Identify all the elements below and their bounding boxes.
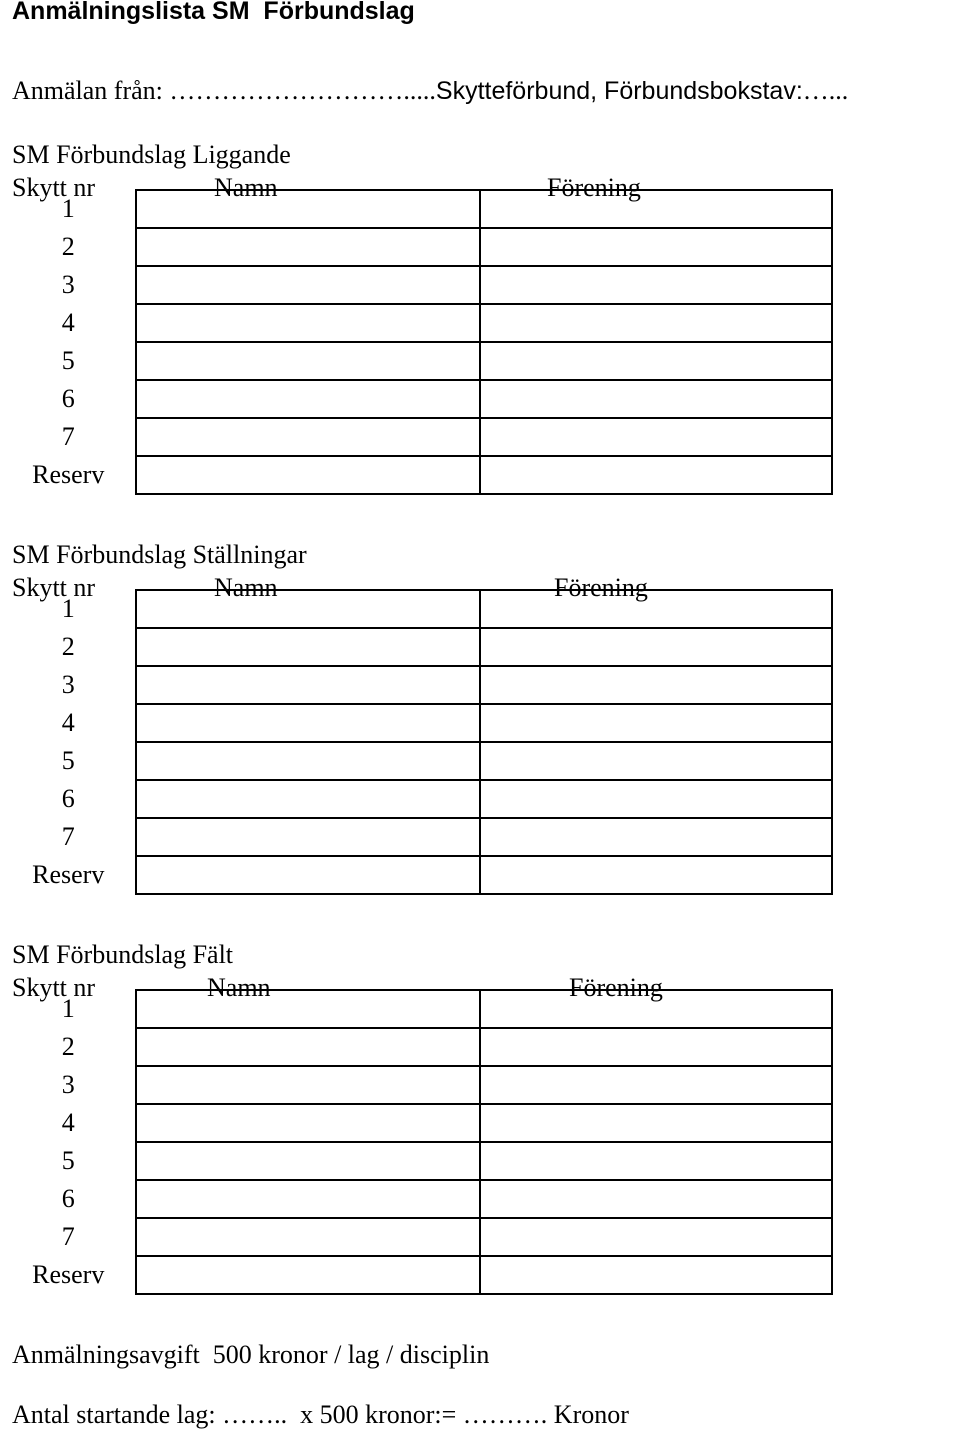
skytt-nr-cell: 7 (61, 822, 75, 851)
table-row (1, 704, 832, 742)
table-row (1, 190, 832, 228)
table-row (1, 1142, 832, 1180)
fee-text: Anmälningsavgift 500 kronor / lag / disciplin (12, 1340, 490, 1369)
skytt-nr-cell: 4 (61, 708, 75, 737)
namn-cell[interactable] (136, 456, 479, 494)
table-row (1, 228, 832, 266)
forening-cell[interactable] (480, 342, 832, 380)
table-row (1, 856, 832, 894)
table-row (1, 1256, 832, 1294)
entry-table (1, 589, 833, 895)
forening-cell[interactable] (480, 628, 832, 666)
table-row (1, 742, 832, 780)
page-title: Anmälningslista SM Förbundslag (12, 0, 415, 25)
namn-cell[interactable] (136, 856, 479, 894)
section-title: SM Förbundslag Fält (12, 940, 234, 969)
namn-cell[interactable] (136, 1218, 479, 1256)
forening-cell[interactable] (480, 780, 832, 818)
col-header-namn: Namn (207, 973, 271, 1002)
skytt-nr-cell: 1 (61, 994, 75, 1023)
team-count-line[interactable]: Antal startande lag: …….. x 500 kronor:= ………. Kronor (12, 1400, 629, 1429)
namn-cell[interactable] (136, 780, 479, 818)
forening-cell[interactable] (480, 1104, 832, 1142)
namn-cell[interactable] (136, 590, 479, 628)
forening-cell[interactable] (480, 190, 832, 228)
skytt-nr-cell: 5 (61, 1146, 75, 1175)
forening-cell[interactable] (480, 1028, 832, 1066)
table-row (1, 1218, 832, 1256)
from-label: Anmälan från: (12, 76, 170, 105)
namn-cell[interactable] (136, 418, 479, 456)
skytt-nr-cell: 3 (61, 670, 75, 699)
namn-cell[interactable] (136, 380, 479, 418)
skytt-nr-cell: 2 (61, 632, 75, 661)
forening-cell[interactable] (480, 304, 832, 342)
namn-cell[interactable] (136, 266, 479, 304)
table-row (1, 1066, 832, 1104)
col-header-skytt-nr: Skytt nr (12, 973, 96, 1002)
table-row (1, 380, 832, 418)
namn-cell[interactable] (136, 666, 479, 704)
skytt-nr-cell: 5 (61, 346, 75, 375)
skytt-nr-cell: 3 (61, 1070, 75, 1099)
section-title: SM Förbundslag Liggande (12, 140, 291, 169)
skytt-nr-cell: Reserv (32, 1260, 105, 1289)
from-line (12, 76, 848, 106)
skytt-nr-cell: Reserv (32, 460, 105, 489)
forening-cell[interactable] (480, 418, 832, 456)
skytt-nr-cell: 1 (61, 594, 75, 623)
skytt-nr-cell: 7 (61, 1222, 75, 1251)
section-title: SM Förbundslag Ställningar (12, 540, 307, 569)
forening-cell[interactable] (480, 1256, 832, 1294)
forening-cell[interactable] (480, 228, 832, 266)
federation-letter-blank[interactable]: …... (802, 76, 849, 105)
skytt-nr-cell: 7 (61, 422, 75, 451)
namn-cell[interactable] (136, 990, 479, 1028)
skytt-nr-cell: 6 (61, 784, 75, 813)
namn-cell[interactable] (136, 704, 479, 742)
namn-cell[interactable] (136, 304, 479, 342)
table-row (1, 266, 832, 304)
table-row (1, 818, 832, 856)
forening-cell[interactable] (480, 704, 832, 742)
forening-cell[interactable] (480, 1218, 832, 1256)
forening-cell[interactable] (480, 666, 832, 704)
col-header-namn: Namn (214, 173, 278, 202)
namn-cell[interactable] (136, 1142, 479, 1180)
namn-cell[interactable] (136, 628, 479, 666)
namn-cell[interactable] (136, 228, 479, 266)
col-header-forening: Förening (569, 973, 663, 1002)
forening-cell[interactable] (480, 818, 832, 856)
entry-table (1, 189, 833, 495)
forening-cell[interactable] (480, 856, 832, 894)
col-header-skytt-nr: Skytt nr (12, 573, 96, 602)
forening-cell[interactable] (480, 456, 832, 494)
namn-cell[interactable] (136, 742, 479, 780)
table-row (1, 342, 832, 380)
namn-cell[interactable] (136, 1104, 479, 1142)
table-row (1, 418, 832, 456)
skytt-nr-cell: 1 (61, 194, 75, 223)
namn-cell[interactable] (136, 342, 479, 380)
table-row (1, 990, 832, 1028)
forening-cell[interactable] (480, 380, 832, 418)
namn-cell[interactable] (136, 1028, 479, 1066)
from-federation-label: Skytteförbund, Förbundsbokstav: (435, 77, 803, 105)
forening-cell[interactable] (480, 1142, 832, 1180)
table-row (1, 780, 832, 818)
skytt-nr-cell: 5 (61, 746, 75, 775)
from-blank[interactable]: ………………………..... (169, 76, 436, 105)
namn-cell[interactable] (136, 190, 479, 228)
namn-cell[interactable] (136, 1066, 479, 1104)
forening-cell[interactable] (480, 742, 832, 780)
skytt-nr-cell: 6 (61, 1184, 75, 1213)
table-row (1, 666, 832, 704)
skytt-nr-cell: 4 (61, 308, 75, 337)
skytt-nr-cell: 3 (61, 270, 75, 299)
skytt-nr-cell: Reserv (32, 860, 105, 889)
table-row (1, 590, 832, 628)
forening-cell[interactable] (480, 1066, 832, 1104)
table-row (1, 1104, 832, 1142)
table-row (1, 456, 832, 494)
skytt-nr-cell: 6 (61, 384, 75, 413)
skytt-nr-cell: 2 (61, 1032, 75, 1061)
namn-cell[interactable] (136, 1256, 479, 1294)
forening-cell[interactable] (480, 266, 832, 304)
skytt-nr-cell: 2 (61, 232, 75, 261)
namn-cell[interactable] (136, 1180, 479, 1218)
forening-cell[interactable] (480, 590, 832, 628)
table-row (1, 304, 832, 342)
table-row (1, 1028, 832, 1066)
col-header-skytt-nr: Skytt nr (12, 173, 96, 202)
forening-cell[interactable] (480, 990, 832, 1028)
skytt-nr-cell: 4 (61, 1108, 75, 1137)
entry-table (1, 989, 833, 1295)
table-row (1, 1180, 832, 1218)
col-header-namn: Namn (214, 573, 278, 602)
col-header-forening: Förening (547, 173, 641, 202)
table-row (1, 628, 832, 666)
namn-cell[interactable] (136, 818, 479, 856)
col-header-forening: Förening (554, 573, 648, 602)
forening-cell[interactable] (480, 1180, 832, 1218)
